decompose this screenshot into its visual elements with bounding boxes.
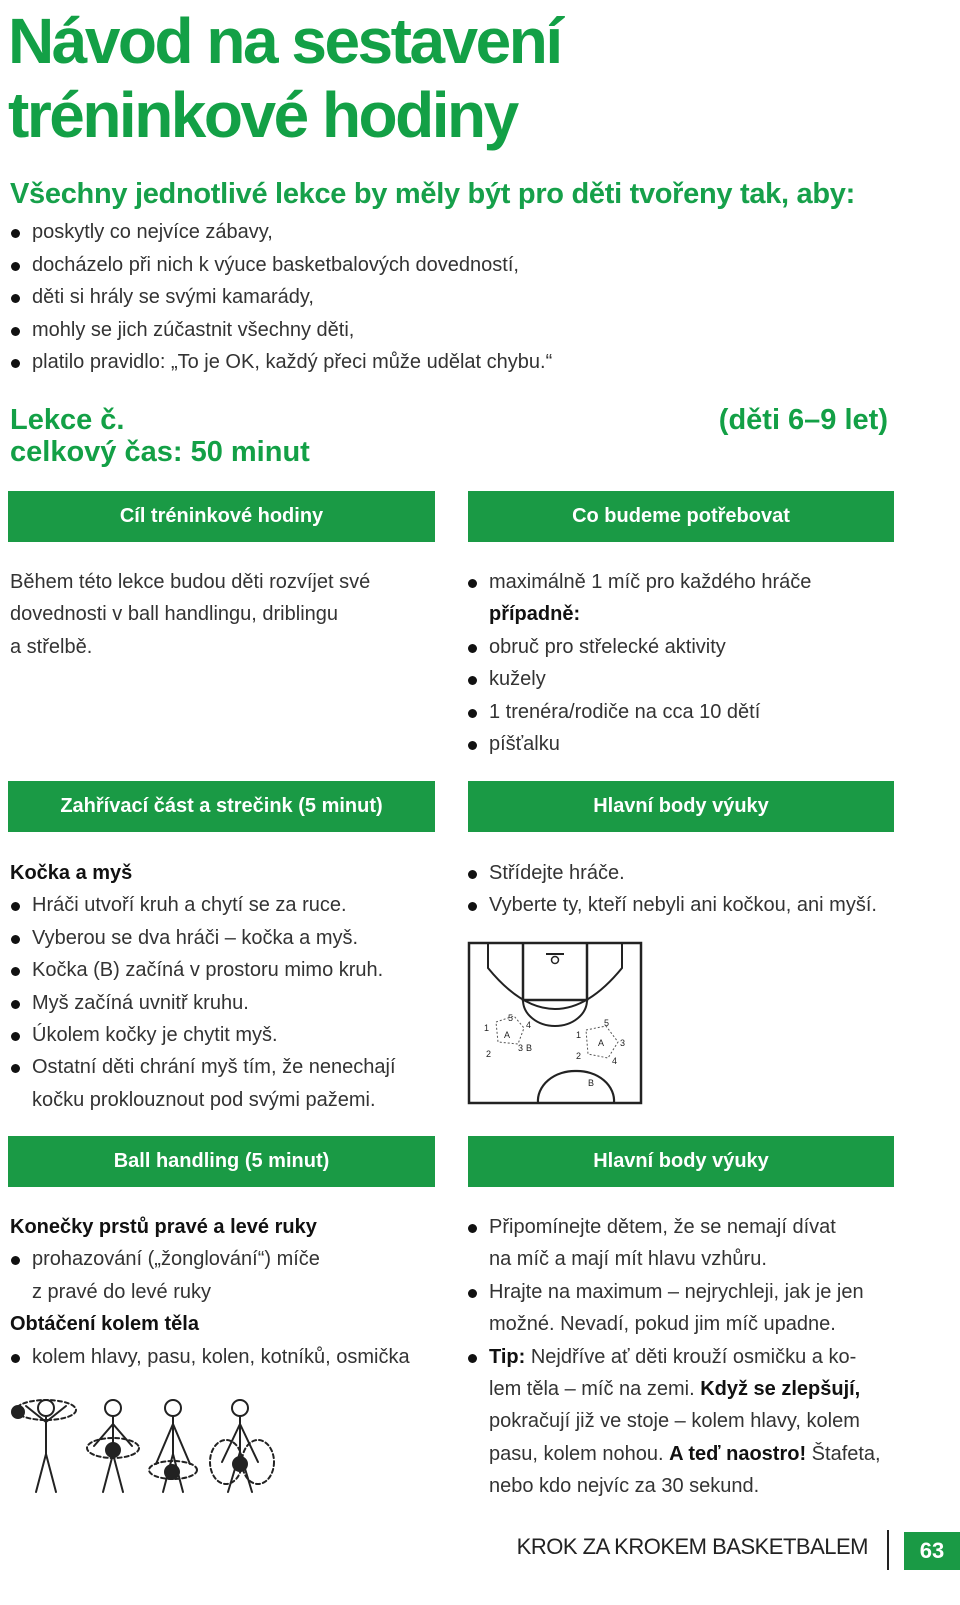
list-item: obruč pro střelecké aktivity xyxy=(467,631,907,663)
player-figure-head-circle xyxy=(12,1400,76,1492)
list-item: kolem hlavy, pasu, kolen, kotníků, osmička xyxy=(10,1341,450,1373)
goal-header: Cíl tréninkové hodiny xyxy=(8,491,435,542)
emphasis-text: A teď naostro! xyxy=(669,1442,807,1465)
list-item: Myš začíná uvnitř kruhu. xyxy=(10,987,450,1019)
list-item: Střídejte hráče. xyxy=(467,857,937,889)
list-item xyxy=(467,1211,937,1276)
page-title-line2: tréninkové hodiny xyxy=(8,79,517,151)
lesson-info xyxy=(10,404,310,468)
list-item: maximálně 1 míč pro každého hráče xyxy=(467,566,907,598)
list-item xyxy=(10,1243,450,1308)
list-item: píšťalku xyxy=(467,728,907,760)
age-group: (děti 6–9 let) xyxy=(718,404,888,436)
list-item-line: Připomínejte dětem, že se nemají dívat xyxy=(489,1216,836,1238)
list-item-line: pasu, kolem nohou. xyxy=(489,1442,664,1465)
court-diagram xyxy=(466,938,646,1108)
list-item: kužely xyxy=(467,663,907,695)
equipment-list xyxy=(467,566,907,760)
court-label: A xyxy=(504,1030,511,1040)
player-figure-knee-circle xyxy=(149,1400,197,1492)
lesson-principles-heading: Všechny jednotlivé lekce by měly být pro děti tvořeny tak, aby: xyxy=(10,178,855,210)
list-item-line: Hrajte na maximum – nejrychleji, jak je jen xyxy=(489,1280,864,1303)
court-label: 2 xyxy=(486,1049,492,1059)
list-item: Úkolem kočky je chytit myš. xyxy=(10,1019,450,1051)
court-label: 4 xyxy=(612,1056,618,1066)
list-item-line: pokračují již ve stoje – kolem hlavy, kolem xyxy=(489,1410,860,1433)
warmup-game-title: Kočka a myš xyxy=(10,862,133,884)
court-label: 3 xyxy=(518,1043,524,1053)
page-title-line1: Návod na sestavení xyxy=(8,5,561,77)
list-item-line: možné. Nevadí, pokud jim míč upadne. xyxy=(489,1313,836,1336)
court-outline xyxy=(469,943,641,1103)
ballhandling-content xyxy=(10,1211,450,1373)
ballhandling-subhead: Konečky prstů pravé a levé ruky xyxy=(10,1216,317,1238)
tip-label: Tip: xyxy=(489,1345,526,1368)
goal-text-line: Během této lekce budou děti rozvíjet své xyxy=(10,571,371,593)
equipment-optional-label: případně: xyxy=(489,603,581,626)
court-label: 3 xyxy=(620,1038,626,1048)
goal-text-line: dovednosti v ball handlingu, driblingu xyxy=(10,603,339,626)
list-item: poskytly co nejvíce zábavy, xyxy=(10,216,552,249)
list-item-line: kočku proklouznout pod svými pažemi. xyxy=(32,1088,376,1111)
list-item: Vyberou se dva hráči – kočka a myš. xyxy=(10,922,450,954)
player-figure-waist-circle xyxy=(87,1400,139,1492)
list-item: Vyberte ty, kteří nebyli ani kočkou, ani myší. xyxy=(467,889,937,921)
warmup-header: Zahřívací část a strečink (5 minut) xyxy=(8,781,435,832)
court-label: A xyxy=(598,1038,605,1048)
list-item: platilo pravidlo: „To je OK, každý přeci může udělat chybu.“ xyxy=(10,346,552,379)
court-label: 2 xyxy=(576,1051,582,1061)
list-item-line: lem těla – míč na zemi. xyxy=(489,1378,695,1401)
list-item: docházelo při nich k výuce basketbalových dovedností, xyxy=(10,249,552,282)
list-item-line: Nejdříve ať děti krouží osmičku a ko- xyxy=(530,1345,857,1368)
list-item: děti si hrály se svými kamarády, xyxy=(10,281,552,314)
ballhandling-points-content xyxy=(467,1211,937,1503)
list-item: Kočka (B) začíná v prostoru mimo kruh. xyxy=(10,954,450,986)
key-lane xyxy=(523,943,587,1000)
list-item xyxy=(10,1051,450,1116)
emphasis-text: Když se zlepšují, xyxy=(700,1378,861,1401)
court-label: 1 xyxy=(576,1030,582,1040)
list-item-line: Ostatní děti chrání myš tím, že nenechají xyxy=(32,1056,396,1079)
goal-text xyxy=(10,566,430,663)
footer-book-title: KROK ZA KROKEM BASKETBALEM xyxy=(516,1534,868,1559)
player-figure-figure-eight xyxy=(210,1400,274,1492)
list-item: mohly se jich zúčastnit všechny děti, xyxy=(10,314,552,347)
list-item-line: prohazování („žonglování“) míče xyxy=(32,1248,320,1271)
center-circle xyxy=(538,1071,614,1103)
court-label: B xyxy=(588,1078,595,1088)
court-label: 4 xyxy=(526,1020,532,1030)
ballhandling-illustration xyxy=(8,1392,288,1512)
page-title xyxy=(8,4,768,152)
court-label: 5 xyxy=(508,1013,514,1023)
ballhandling-header: Ball handling (5 minut) xyxy=(8,1136,435,1187)
goal-text-line: a střelbě. xyxy=(10,635,93,658)
lesson-principles-list xyxy=(10,216,552,379)
footer-divider xyxy=(887,1530,889,1570)
court-label: B xyxy=(526,1043,533,1053)
list-item-line: nebo kdo nejvíc za 30 sekund. xyxy=(489,1475,760,1498)
list-item-line: na míč a mají mít hlavu vzhůru. xyxy=(489,1248,767,1271)
lesson-total-time: celkový čas: 50 minut xyxy=(10,436,310,468)
list-item xyxy=(467,1341,937,1503)
page-number: 63 xyxy=(904,1532,960,1570)
ballhandling-subhead: Obtáčení kolem těla xyxy=(10,1313,199,1336)
equipment-header: Co budeme potřebovat xyxy=(468,491,894,542)
list-item: 1 trenéra/rodiče na cca 10 dětí xyxy=(467,696,907,728)
ballhandling-points-header: Hlavní body výuky xyxy=(468,1136,894,1187)
warmup-points-content xyxy=(467,857,937,922)
court-label: 1 xyxy=(484,1023,490,1033)
list-item-line: z pravé do levé ruky xyxy=(32,1280,211,1303)
list-item xyxy=(467,1276,937,1341)
court-label: 5 xyxy=(604,1018,610,1028)
warmup-points-header: Hlavní body výuky xyxy=(468,781,894,832)
list-item-line: Štafeta, xyxy=(811,1442,881,1465)
basket xyxy=(552,957,559,964)
list-item: Hráči utvoří kruh a chytí se za ruce. xyxy=(10,889,450,921)
warmup-content xyxy=(10,857,450,1116)
lesson-number-label: Lekce č. xyxy=(10,404,125,436)
